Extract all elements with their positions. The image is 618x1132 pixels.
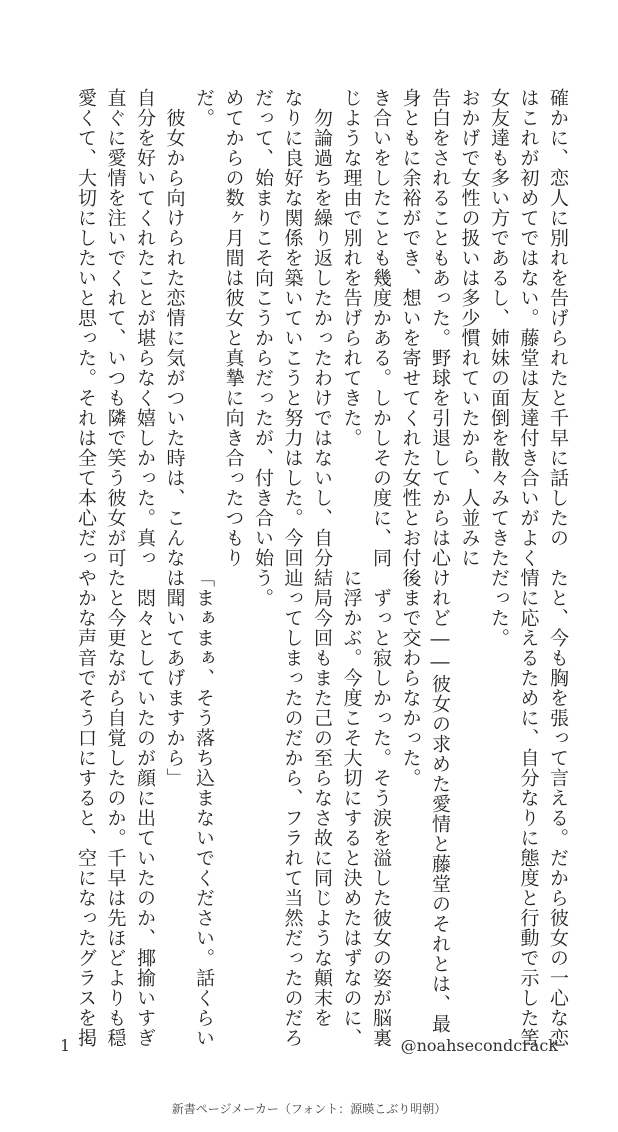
text-column: だって、始まりこそ向こうからだったが、付き合い始 <box>252 88 274 568</box>
author-handle: @noahsecondcrack <box>400 1036 558 1055</box>
text-column: う。 <box>252 568 274 608</box>
text-column: たと今更ながら自覚したのか。千早は先ほどよりも穏 <box>104 568 127 1048</box>
text-column: やかな声音でそう口にすると、空になったグラスを掲 <box>75 568 97 1048</box>
text-column: 辿ってしまったのだから、フラれて当然だったのだろ <box>281 568 304 1048</box>
text-column <box>454 568 484 1008</box>
text-column: はこれが初めてではない。藤堂は友達付き合いがよく <box>517 88 540 568</box>
text-column: けれど――彼女の求めた愛情と藤堂のそれとは、最 <box>429 568 451 1034</box>
page-footer <box>60 1036 558 1060</box>
text-column: 結局今回もまた己の至らなさ故に同じような顛末を <box>311 568 333 1028</box>
text-column: 後まで交わらなかった。 <box>399 568 422 788</box>
text-column: 確かに、恋人に別れを告げられたと千早に話したの <box>547 88 569 548</box>
text-column: ずっと寂しかった。そう涙を溢した彼女の姿が脳裏 <box>370 568 392 1048</box>
generator-credit: 新書ページメーカー（フォント：源暎こぶり明朝） <box>171 1102 447 1116</box>
text-column: 勿論過ちを繰り返したかったわけではないし、自分 <box>311 88 333 568</box>
text-column: 身ともに余裕ができ、想いを寄せてくれた女性とお付 <box>399 88 422 568</box>
text-column: 彼女から向けられた恋情に気がついた時は、こんな <box>163 88 186 568</box>
text-column: たと、今も胸を張って言える。だから彼女の一心な恋 <box>547 568 569 1048</box>
upper-text-block <box>52 88 572 568</box>
text-column: なりに良好な関係を築いていこうと努力はした。今回 <box>281 88 304 568</box>
text-column: 情に応えるために、自分なりに態度と行動で示した筈 <box>517 568 540 1048</box>
text-column: 悶々としていたのが顔に出ていたのか、揶揄いすぎ <box>134 568 156 1048</box>
text-column: だ。 <box>193 88 215 128</box>
text-column: じような理由で別れを告げられてきた。 <box>340 88 363 448</box>
text-column: 自分を好いてくれたことが堪らなく嬉しかった。真っ <box>134 88 156 568</box>
text-column: 告白をされることもあった。野球を引退してからは心 <box>429 88 451 568</box>
text-column: き合いをしたことも幾度かある。しかしその度に、同 <box>370 88 392 568</box>
text-column: めてからの数ヶ月間は彼女と真摯に向き合ったつもり <box>222 88 245 568</box>
text-column: おかげで女性の扱いは多少慣れていたから、人並みに <box>458 88 481 568</box>
text-column: 愛くて、大切にしたいと思った。それは全て本心だっ <box>75 88 97 568</box>
text-column: 女友達も多い方であるし、姉妹の面倒を散々みてきた <box>488 88 510 568</box>
text-column: は聞いてあげますから」 <box>163 568 186 788</box>
text-column: だった。 <box>488 568 510 648</box>
page-number: 1 <box>60 1036 71 1055</box>
text-column: 「まぁまぁ、そう落ち込まないでください。話くらい <box>193 568 215 1048</box>
text-column: に浮かぶ。今度こそ大切にすると決めたはずなのに、 <box>340 568 363 1048</box>
text-column <box>218 568 248 1008</box>
text-column: 直ぐに愛情を注いでくれて、いつも隣で笑う彼女が可 <box>104 88 127 568</box>
